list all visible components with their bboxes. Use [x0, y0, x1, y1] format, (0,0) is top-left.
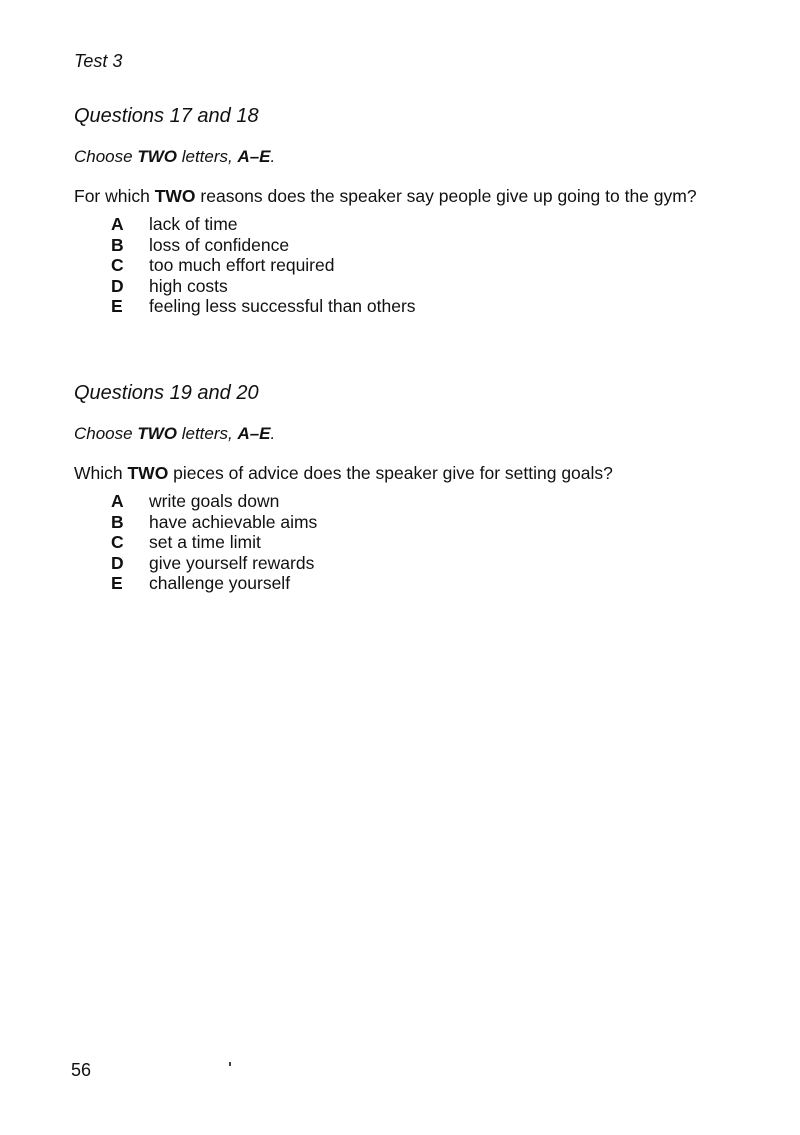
option-text: high costs: [149, 275, 228, 296]
option-letter: A: [111, 214, 124, 234]
instruction-text: [74, 424, 754, 444]
instruction-prefix: Choose: [74, 424, 138, 443]
page-number: 56: [71, 1060, 92, 1080]
option-letter: B: [111, 234, 124, 255]
option-letter: A: [111, 491, 124, 511]
instruction-bold: TWO: [137, 424, 177, 443]
question-prefix: For which: [74, 186, 155, 206]
question-bold: TWO: [154, 186, 196, 206]
question-prefix: Which: [74, 463, 128, 483]
option-item: [111, 214, 754, 235]
option-item: [111, 276, 754, 297]
instruction-middle: letters,: [176, 424, 238, 443]
options-list: [111, 214, 754, 317]
option-text: set a time limit: [149, 532, 261, 553]
option-letter: C: [111, 255, 124, 276]
option-text: have achievable aims: [149, 511, 318, 532]
option-letter: C: [111, 532, 124, 553]
option-item: [111, 573, 754, 594]
instruction-middle: letters,: [176, 147, 238, 166]
options-list: [111, 491, 754, 594]
option-item: [111, 255, 754, 276]
option-letter: D: [111, 275, 124, 296]
instruction-suffix: .: [270, 147, 276, 166]
option-item: [111, 491, 754, 512]
instruction-prefix: Choose: [74, 147, 138, 166]
option-letter: E: [111, 296, 123, 317]
option-letter: E: [111, 573, 123, 594]
instruction-range: A–E: [237, 147, 271, 166]
option-text: feeling less successful than others: [149, 296, 416, 317]
instruction-range: A–E: [237, 424, 271, 443]
option-text: give yourself rewards: [149, 552, 315, 573]
option-text: write goals down: [149, 491, 280, 511]
section-heading: Questions 17 and 18: [74, 105, 259, 127]
option-text: lack of time: [149, 214, 238, 234]
question-suffix: reasons does the speaker say people give up going to the gym?: [195, 186, 697, 206]
question-text: [74, 462, 754, 484]
option-text: loss of confidence: [149, 234, 290, 255]
section-heading: Questions 19 and 20: [74, 382, 259, 404]
instruction-bold: TWO: [137, 147, 177, 166]
instruction-text: [74, 147, 754, 167]
option-item: [111, 532, 754, 553]
question-bold: TWO: [127, 463, 169, 483]
option-text: challenge yourself: [149, 573, 291, 594]
scan-speck: [229, 1062, 231, 1066]
option-letter: B: [111, 511, 124, 532]
test-label: Test 3: [74, 51, 123, 71]
option-item: [111, 512, 754, 533]
option-text: too much effort required: [149, 255, 335, 276]
instruction-suffix: .: [270, 424, 276, 443]
option-item: [111, 553, 754, 574]
question-text: [74, 185, 754, 207]
question-suffix: pieces of advice does the speaker give for setting goals?: [168, 463, 613, 483]
option-item: [111, 296, 754, 317]
question-section-19-20: [74, 381, 754, 610]
option-letter: D: [111, 552, 124, 573]
question-section-17-18: [74, 104, 754, 333]
option-item: [111, 235, 754, 256]
